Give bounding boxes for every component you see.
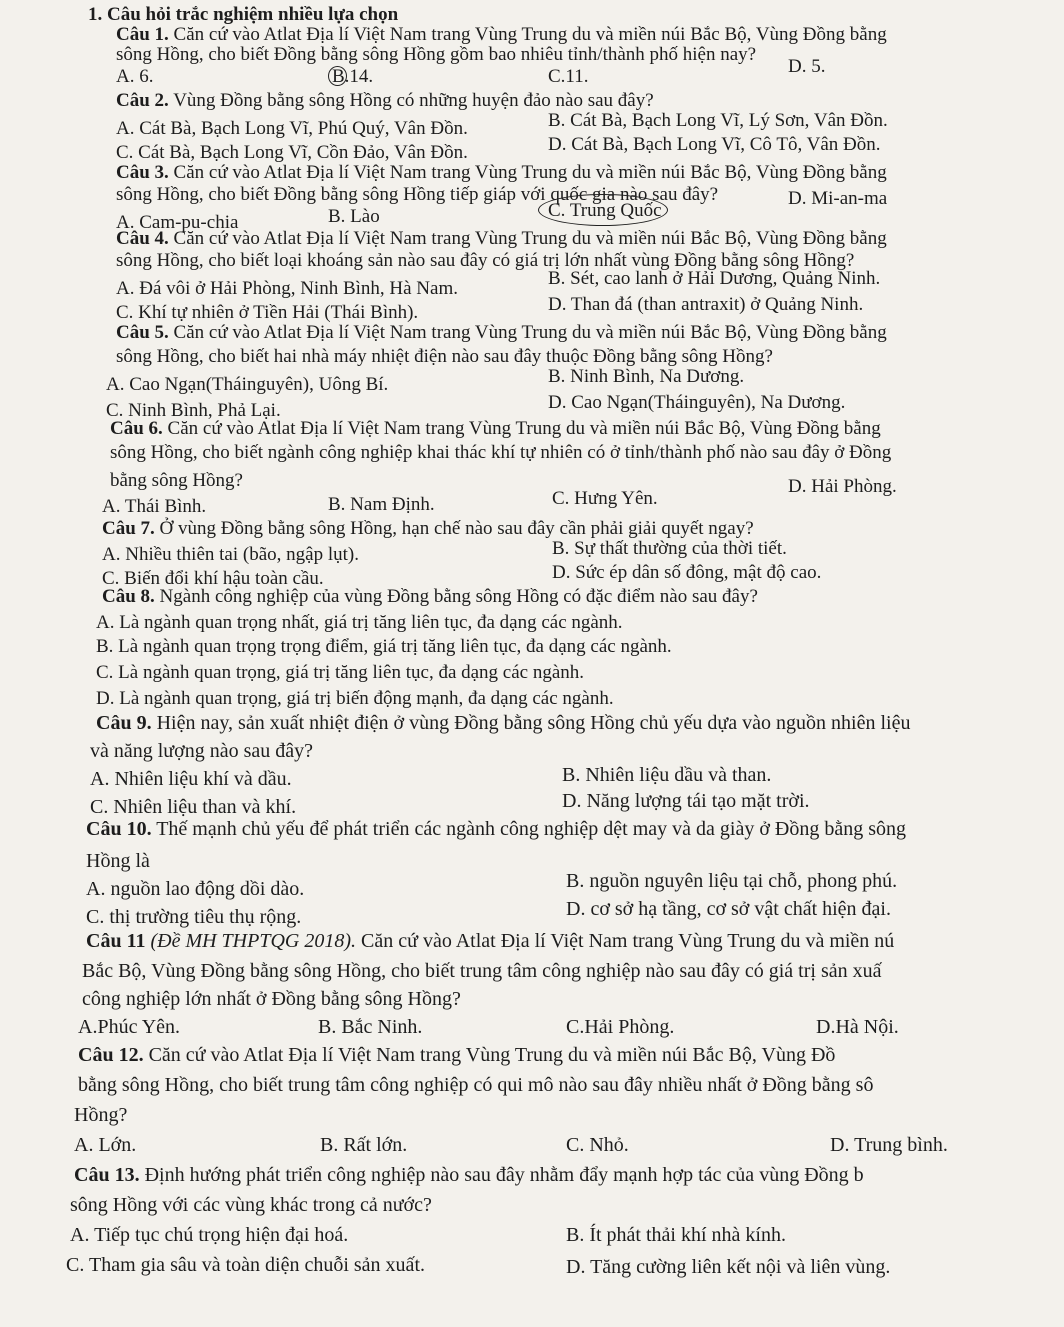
q1-option-d: D. 5. [788,56,826,77]
q9-option-a: A. Nhiên liệu khí và dầu. [90,768,292,790]
q10-option-a: A. nguồn lao động dồi dào. [86,878,305,900]
q6-option-b: B. Nam Định. [328,494,435,515]
q13-option-d: D. Tăng cường liên kết nội và liên vùng. [566,1256,891,1278]
q12-option-b: B. Rất lớn. [320,1134,408,1156]
question-10-text: Câu 10. Thế mạnh chủ yếu để phát triển các ngành công nghiệp dệt may và da giày ở Đồng bằng sông [86,818,907,840]
question-4-text: Câu 4. Căn cứ vào Atlat Địa lí Việt Nam trang Vùng Trung du và miền núi Bắc Bộ, Vùng Đồng bằng [116,228,887,249]
question-10-text-line2: Hồng là [86,850,150,872]
q11-option-c: C.Hải Phòng. [566,1016,675,1038]
q10-option-d: D. cơ sở hạ tầng, cơ sở vật chất hiện đại. [566,898,891,920]
q2-option-b: B. Cát Bà, Bạch Long Vĩ, Lý Sơn, Vân Đồn. [548,110,888,131]
q9-option-b: B. Nhiên liệu dầu và than. [562,764,772,786]
question-11-text: Câu 11 (Đề MH THPTQG 2018). Căn cứ vào Atlat Địa lí Việt Nam trang Vùng Trung du và miền nú [86,930,895,952]
question-6-text-line2: sông Hồng, cho biết ngành công nghiệp khai thác khí tự nhiên có ở tỉnh/thành phố nào sau đây ở Đồng [110,442,892,463]
q5-option-a: A. Cao Ngạn(Tháinguyên), Uông Bí. [106,374,389,395]
q4-option-a: A. Đá vôi ở Hải Phòng, Ninh Bình, Hà Nam. [116,278,458,299]
question-9-text-line2: và năng lượng nào sau đây? [90,740,314,762]
q4-option-d: D. Than đá (than antraxit) ở Quảng Ninh. [548,294,864,315]
q12-option-a: A. Lớn. [74,1134,137,1156]
question-5-text-line2: sông Hồng, cho biết hai nhà máy nhiệt điện nào sau đây thuộc Đồng bằng sông Hồng? [116,346,773,367]
q1-text-rest: Căn cứ vào Atlat Địa lí Việt Nam trang Vùng Trung du và miền núi Bắc Bộ, Vùng Đồng bằng [168,24,887,45]
question-1-text: Câu 1. Căn cứ vào Atlat Địa lí Việt Nam trang Vùng Trung du và miền núi Bắc Bộ, Vùng Đồng bằng [116,24,887,45]
q5-option-d: D. Cao Ngạn(Tháinguyên), Na Dương. [548,392,846,413]
q11-option-d: D.Hà Nội. [816,1016,899,1038]
q10-option-c: C. thị trường tiêu thụ rộng. [86,906,302,928]
q6-option-a: A. Thái Bình. [102,496,207,517]
q12-option-c: C. Nhỏ. [566,1134,629,1156]
answer-circle-mark [538,194,668,226]
q11-option-b: B. Bắc Ninh. [318,1016,423,1038]
question-1-text-line2: sông Hồng, cho biết Đồng bằng sông Hồng gồm bao nhiêu tỉnh/thành phố hiện nay? [116,44,757,65]
q1-option-b: B.14. [332,66,374,87]
question-13-text: Câu 13. Định hướng phát triển công nghiệp nào sau đây nhằm đẩy mạnh hợp tác của vùng Đồng b [74,1164,864,1186]
question-12-text-line3: Hồng? [74,1104,128,1126]
q6-option-d: D. Hải Phòng. [788,476,897,497]
question-4-text-line2: sông Hồng, cho biết loại khoáng sản nào sau đây có giá trị lớn nhất vùng Đồng bằng sông Hồng? [116,250,855,271]
q7-option-a: A. Nhiều thiên tai (bão, ngập lụt). [102,544,359,565]
q8-option-c: C. Là ngành quan trọng, giá trị tăng liên tục, đa dạng các ngành. [96,662,585,683]
q13-option-c: C. Tham gia sâu và toàn diện chuỗi sản xuất. [66,1254,425,1276]
question-12-text-line2: bằng sông Hồng, cho biết trung tâm công nghiệp có qui mô nào sau đây nhiều nhất ở Đồng bằng sô [78,1074,874,1096]
q3-option-d: D. Mi-an-ma [788,188,888,209]
q2-option-d: D. Cát Bà, Bạch Long Vĩ, Cô Tô, Vân Đồn. [548,134,881,155]
q1-option-c: C.11. [548,66,589,87]
question-5-text: Câu 5. Căn cứ vào Atlat Địa lí Việt Nam trang Vùng Trung du và miền núi Bắc Bộ, Vùng Đồng bằng [116,322,887,343]
q3-option-c: C. Trung Quốc [548,200,662,221]
section-heading: 1. Câu hỏi trắc nghiệm nhiều lựa chọn [88,4,399,25]
q8-option-d: D. Là ngành quan trọng, giá trị biến động mạnh, đa dạng các ngành. [96,688,614,709]
q9-option-c: C. Nhiên liệu than và khí. [90,796,297,818]
question-12-text: Câu 12. Căn cứ vào Atlat Địa lí Việt Nam trang Vùng Trung du và miền núi Bắc Bộ, Vùng Đồ [78,1044,836,1066]
q7-option-d: D. Sức ép dân số đông, mật độ cao. [552,562,822,583]
q5-option-b: B. Ninh Bình, Na Dương. [548,366,745,387]
answer-circle-mark [328,66,347,86]
q7-option-b: B. Sự thất thường của thời tiết. [552,538,787,559]
question-6-text-line3: bằng sông Hồng? [110,470,243,491]
q3-option-a: A. Cam-pu-chia [116,212,239,233]
q2-option-a: A. Cát Bà, Bạch Long Vĩ, Phú Quý, Vân Đồn. [116,118,468,139]
q13-option-b: B. Ít phát thải khí nhà kính. [566,1224,786,1246]
q6-option-c: C. Hưng Yên. [552,488,658,509]
question-8-text: Câu 8. Ngành công nghiệp của vùng Đồng bằng sông Hồng có đặc điểm nào sau đây? [102,586,758,607]
q10-option-b: B. nguồn nguyên liệu tại chỗ, phong phú. [566,870,898,892]
question-6-text: Câu 6. Căn cứ vào Atlat Địa lí Việt Nam trang Vùng Trung du và miền núi Bắc Bộ, Vùng Đồng bằng [110,418,881,439]
q1-option-a: A. 6. [116,66,154,87]
q8-option-b: B. Là ngành quan trọng trọng điểm, giá trị tăng liên tục, đa dạng các ngành. [96,636,672,657]
q11-option-a: A.Phúc Yên. [78,1016,181,1038]
q3-option-b: B. Lào [328,206,380,227]
q8-option-a: A. Là ngành quan trọng nhất, giá trị tăng liên tục, đa dạng các ngành. [96,612,623,633]
question-3-text-line2: sông Hồng, cho biết Đồng bằng sông Hồng tiếp giáp với quốc gia nào sau đây? [116,184,719,205]
question-2-text: Câu 2. Vùng Đồng bằng sông Hồng có những huyện đảo nào sau đây? [116,90,654,111]
q9-option-d: D. Năng lượng tái tạo mặt trời. [562,790,810,812]
q4-option-b: B. Sét, cao lanh ở Hải Dương, Quảng Ninh. [548,268,881,289]
q7-option-c: C. Biến đổi khí hậu toàn cầu. [102,568,324,589]
question-11-text-line3: công nghiệp lớn nhất ở Đồng bằng sông Hồng? [82,988,461,1010]
q12-option-d: D. Trung bình. [830,1134,948,1156]
question-13-text-line2: sông Hồng với các vùng khác trong cả nước? [70,1194,432,1216]
question-7-text: Câu 7. Ở vùng Đồng bằng sông Hồng, hạn chế nào sau đây cần phải giải quyết ngay? [102,518,754,539]
question-3-text: Câu 3. Căn cứ vào Atlat Địa lí Việt Nam trang Vùng Trung du và miền núi Bắc Bộ, Vùng Đồng bằng [116,162,887,183]
q5-option-c: C. Ninh Bình, Phả Lại. [106,400,281,421]
question-9-text: Câu 9. Hiện nay, sản xuất nhiệt điện ở vùng Đồng bằng sông Hồng chủ yếu dựa vào nguồn nhiên liệu [96,712,911,734]
q13-option-a: A. Tiếp tục chú trọng hiện đại hoá. [70,1224,349,1246]
q2-option-c: C. Cát Bà, Bạch Long Vĩ, Cồn Đảo, Vân Đồn. [116,142,468,163]
q4-option-c: C. Khí tự nhiên ở Tiền Hải (Thái Bình). [116,302,419,323]
question-11-text-line2: Bắc Bộ, Vùng Đồng bằng sông Hồng, cho biết trung tâm công nghiệp nào sau đây có giá trị sản xuấ [82,960,882,982]
